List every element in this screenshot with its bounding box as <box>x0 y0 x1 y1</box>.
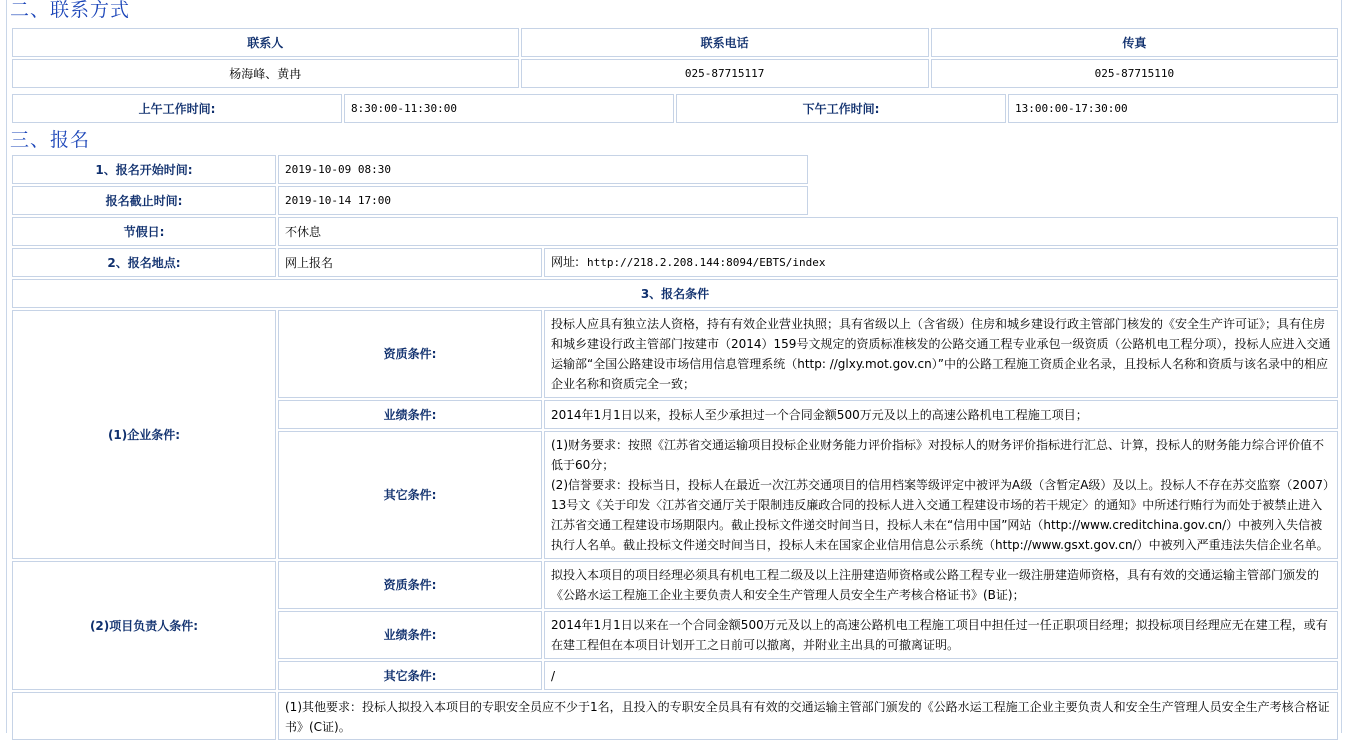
contact-phone-header: 联系电话 <box>521 28 929 57</box>
contact-fax-value: 025-87715110 <box>931 59 1338 88</box>
enterprise-qual-text: 投标人应具有独立法人资格，持有有效企业营业执照；具有省级以上（含省级）住房和城乡建设行政主管部门核发的《安全生产许可证》；具有住房和城乡建设行政主管部门按建市（2014）159号文规定的资质标准核发的公路交通工程专业承包一级资质（公路机电工程分项），投标人应进入交通运输部“全国公路建设市场信用信息管理系统（http: //glxy.mot.gov.cn）”中的公路工程施工资质企业名录，且投标人名称和资质与该名录中的相应企业名称和资质完全一致； <box>544 310 1338 398</box>
contact-person-header: 联系人 <box>12 28 519 57</box>
empty-cell <box>810 186 1338 215</box>
registration-site-cell <box>544 248 1338 277</box>
am-hours-label: 上午工作时间: <box>12 94 342 123</box>
holiday-value: 不休息 <box>278 217 1338 246</box>
contact-section-heading: 二、联系方式 <box>10 0 131 21</box>
financial-requirement-text: (1)财务要求：按照《江苏省交通运输项目投标企业财务能力评价指标》对投标人的财务评价指标进行汇总、计算，投标人的财务能力综合评价值不低于60分； <box>551 438 1325 472</box>
enterprise-other-text <box>544 431 1338 559</box>
enterprise-conditions-label: (1)企业条件: <box>12 310 276 559</box>
empty-cell <box>810 155 1338 184</box>
enterprise-perf-label: 业绩条件: <box>278 400 542 429</box>
contact-phone-value: 025-87715117 <box>521 59 929 88</box>
other-req-text: (1)其他要求：投标人拟投入本项目的专职安全员应不少于1名，且投入的专职安全员具有有效的交通运输主管部门颁发的《公路水运工程施工企业主要负责人和安全生产管理人员安全生产考核合格证书》(C证)。 <box>278 692 1338 740</box>
manager-conditions-label: (2)项目负责人条件: <box>12 561 276 690</box>
manager-qual-label: 资质条件: <box>278 561 542 609</box>
enterprise-other-label: 其它条件: <box>278 431 542 559</box>
am-hours-value: 8:30:00-11:30:00 <box>344 94 674 123</box>
pm-hours-label: 下午工作时间: <box>676 94 1006 123</box>
registration-site-label: 网址: <box>551 255 580 269</box>
contact-table <box>10 26 1340 90</box>
manager-qual-text: 拟投入本项目的项目经理必须具有机电工程二级及以上注册建造师资格或公路工程专业一级注册建造师资格，具有有效的交通运输主管部门颁发的《公路水运工程施工企业主要负责人和安全生产管理人员安全生产考核合格证书》(B证)； <box>544 561 1338 609</box>
contact-fax-header: 传真 <box>931 28 1338 57</box>
enterprise-perf-text: 2014年1月1日以来，投标人至少承担过一个合同金额500万元及以上的高速公路机电工程施工项目； <box>544 400 1338 429</box>
registration-section-heading: 三、报名 <box>10 129 91 151</box>
holiday-label: 节假日: <box>12 217 276 246</box>
manager-perf-text: 2014年1月1日以来在一个合同金额500万元及以上的高速公路机电工程施工项目中担任过一任正职项目经理；拟投标项目经理应无在建工程，或有在建工程但在本项目计划开工之日前可以撤离，并附业主出具的可撤离证明。 <box>544 611 1338 659</box>
conditions-title: 3、报名条件 <box>12 279 1338 308</box>
manager-perf-label: 业绩条件: <box>278 611 542 659</box>
manager-other-text: / <box>544 661 1338 690</box>
credit-requirement-text: (2)信誉要求：投标当日，投标人在最近一次江苏交通项目的信用档案等级评定中被评为A级（含暂定A级）及以上。投标人不存在苏交监察（2007）13号文《关于印发〈江苏省交通厅关于限制违反廉政合同的投标人进入交通工程建设市场的若干规定〉的通知》中所述行贿行为而处于被禁止进入江苏省交通工程建设市场期限内。截止投标文件递交时间当日，投标人未在“信用中国”网站（http://www.creditchina.gov.cn/）中被列入失信被执行人名单。截止投标文件递交时间当日，投标人未在国家企业信用信息公示系统（http://www.gsxt.gov.cn/）中被列入严重违法失信企业名单。 <box>551 478 1329 552</box>
pm-hours-value: 13:00:00-17:30:00 <box>1008 94 1338 123</box>
registration-place-label: 2、报名地点: <box>12 248 276 277</box>
registration-place-value: 网上报名 <box>278 248 542 277</box>
registration-end-label: 报名截止时间: <box>12 186 276 215</box>
enterprise-qual-label: 资质条件: <box>278 310 542 398</box>
working-hours-table <box>10 92 1340 125</box>
registration-site-link[interactable]: http://218.2.208.144:8094/EBTS/index <box>587 256 826 269</box>
contact-person-value: 杨海峰、黄冉 <box>12 59 519 88</box>
registration-end-value: 2019-10-14 17:00 <box>278 186 808 215</box>
registration-start-value: 2019-10-09 08:30 <box>278 155 808 184</box>
manager-other-label: 其它条件: <box>278 661 542 690</box>
registration-table <box>10 153 1340 742</box>
registration-start-label: 1、报名开始时间: <box>12 155 276 184</box>
